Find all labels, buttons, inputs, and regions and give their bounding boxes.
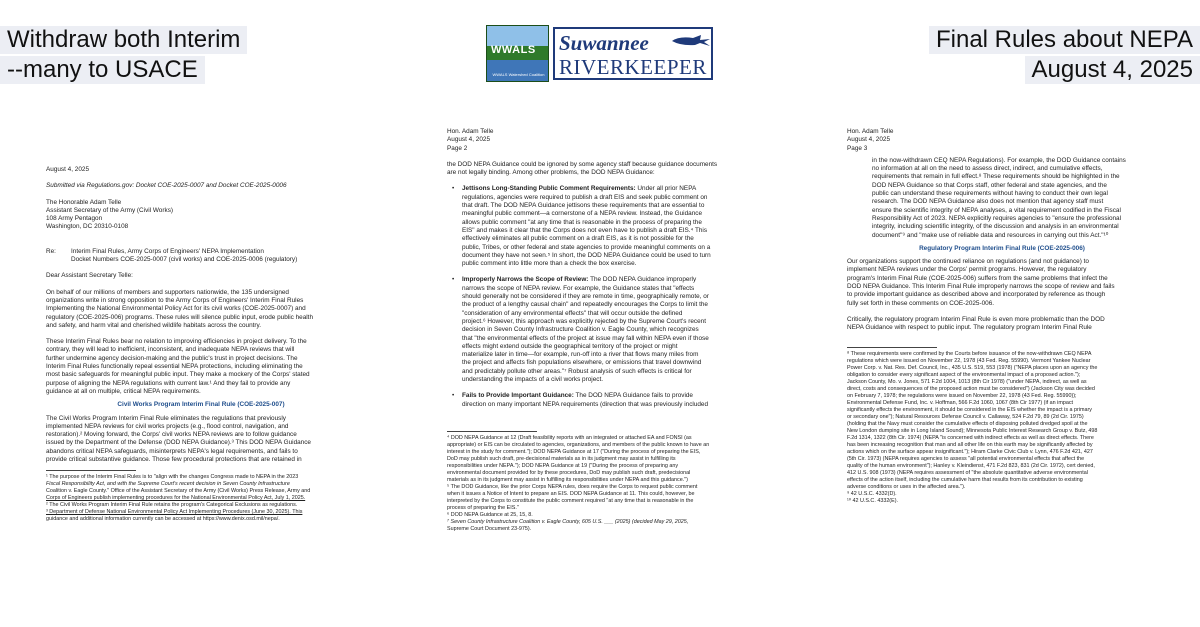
footnote-line: materials as in its judgment may assist in fulfilling its responsibilities under NEPA and this guidance.") xyxy=(447,476,688,483)
footnote-line: environmental document provided for by these procedures, DoD may publish such draft, predecisional xyxy=(447,469,691,476)
body-line: allows public comment "at any time that is reasonable in the process of preparing the xyxy=(462,218,702,226)
footnote-line: quality of the human environment"); Hanley v. Kleindienst, 471 F.2d 823, 831 (2d Cir. 1972), cert denied, xyxy=(847,462,1095,469)
footnote-line: ⁷ Seven County Infrastructure Coalition v. Eagle County, 605 U.S. ___ (2025) (decided May 29, 2025, xyxy=(447,518,689,525)
body-line: that "the environmental effects of the project at issue may fall within NEPA even if those xyxy=(462,334,709,342)
body-line: most basic safeguards for meaningful public input. They make a mockery of the Corps' stated xyxy=(46,371,310,379)
body-line: in the now-withdrawn CEQ NEPA Regulations). For example, the DOD Guidance contains xyxy=(872,156,1126,164)
body-line: Critically, the regulatory program Interim Final Rule is even more problematic than the DOD xyxy=(847,315,1105,323)
footnote-line: Supreme Court Document 23-975). xyxy=(447,525,532,532)
letter-page-2 xyxy=(447,128,757,533)
salutation: Dear Assistant Secretary Telle: xyxy=(46,272,133,280)
footnote-line: regulations which were issued on November 22, 1978 (43 Fed. Reg. 55990). Vermont Yankee Nuclear xyxy=(847,357,1091,364)
body-line: decision in Seven County Infrastructure Coalition v. Eagle County, which recognizes xyxy=(462,326,699,334)
body-line: The DOD NEPA Guidance improperly xyxy=(588,276,697,284)
body-line: On behalf of our millions of members and supporters nationwide, the 135 undersigned xyxy=(46,288,289,296)
body-line: public, Tribes, or other federal and state agencies to provide meaningful comments on a xyxy=(462,243,711,251)
body-line: the product of a lengthy causal chain" and repeatedly encourages the Corps to limit the xyxy=(462,301,708,309)
body-line: research. The DOD NEPA Guidance also does not mention that agency staff must xyxy=(872,198,1104,206)
page-header-line: Page 2 xyxy=(447,144,468,152)
footnote-line: has been increasing recognition that man and all other life on this earth may be significantly affected by xyxy=(847,441,1093,448)
body-line: organizations write in strong opposition to the Army Corps of Engineers' Interim Final Rules xyxy=(46,296,304,304)
letter-page-3 xyxy=(847,128,1157,505)
page-header-line: Page 3 xyxy=(847,144,868,152)
footnote-line: appropriate) or EIS can be circulated to agencies, organizations, and members of the public known to have an xyxy=(447,441,710,448)
body-line: materialize later in time—for example, run-off into a river that flows many miles from xyxy=(462,351,699,359)
bullet-title: Jettisons Long-Standing Public Comment Requirements: xyxy=(462,185,636,193)
footnote-divider xyxy=(447,431,537,432)
footnote-line: interest in the study for comment."); DOD NEPA Guidance at 17 ("During the process of preparing the EIS, xyxy=(447,448,701,455)
footnote-line: (holding that the Navy must consider the cumulative effects of disposing polluted dredged spoil at the xyxy=(847,420,1088,427)
suwannee-riverkeeper-logo xyxy=(486,25,714,82)
page-header-line: Hon. Adam Telle xyxy=(447,128,494,135)
body-line: DOD NEPA Guidance so that Corps staff, other federal and state agencies, and the xyxy=(872,181,1107,189)
wwals-logo xyxy=(486,25,549,82)
body-line: NEPA Guidance with respect to public input. The regulatory program Interim Final Rule xyxy=(847,324,1092,332)
submission-line: Submitted via Regulations.gov: Docket COE-2025-0007 and Docket COE-2025-0006 xyxy=(46,182,287,190)
body-line: document they have not seen.⁵ In short, the DOD NEPA Guidance could be used to turn xyxy=(462,251,711,259)
footnote-line: New London dumping site in Long Island Sound); Minnesota Public Interest Research Group v. Butz, 498 xyxy=(847,427,1098,434)
letter-date: August 4, 2025 xyxy=(46,166,89,173)
footnote-line: or secondary one"); Natural Resources Defense Council v. Callaway, 524 F.2d 79, 89 (2d Cir. 1975) xyxy=(847,413,1084,420)
footnote-line: 412 U.S. 908 (1973) (NEPA requires assessment of "the absolute quantitative adverse environmental xyxy=(847,469,1088,476)
address-line: Washington, DC 20310-0108 xyxy=(46,223,129,231)
footnote-line: responsibilities under NEPA."); DOD NEPA Guidance at 19 ("During the process of preparing any xyxy=(447,462,679,469)
body-line: understanding the impacts of a civil works project. xyxy=(462,376,604,384)
footnote-line: ⁹ 42 U.S.C. 4332(D). xyxy=(847,490,897,497)
page-header-line: August 4, 2025 xyxy=(847,136,890,144)
body-line: provide critical substantive guidance. Those few procedural protections that are retained in xyxy=(46,456,302,464)
footnote-line: Jackson County, Mo. v. Jones, 571 F.2d 1004, 1013 (8th Cir 1978) ("under NEPA, indirect, as well as xyxy=(847,378,1087,385)
body-line: integrity, including scientific integrity, of the discussion and analysis in an environmental xyxy=(872,223,1119,231)
body-line: program's Interim Final Rule (COE-2025-006) suffers from the same problems that infect the xyxy=(847,274,1108,282)
footnote-line: on February 7, 1978; the regulations were issued on November 22, 1978 (43 Fed. Reg. 55990)); xyxy=(847,392,1077,399)
footnote-link[interactable]: ³ Department of Defense National Environmental Policy Act Implementing Procedures (June 30, 2025). This xyxy=(46,509,303,516)
body-line: purpose of aligning the NEPA regulations with current law.¹ And they fail to provide any xyxy=(46,379,291,387)
footnote-line: effects of the action itself, including the cumulative harm that results from its contribution to existing xyxy=(847,476,1083,483)
body-line: EIS" and makes it clear that the Corps does not even have to publish a draft EIS.⁴ This xyxy=(462,226,708,234)
banner-left-line2: --many to USACE xyxy=(0,56,205,84)
footnote-line: guidance and additional information currently can be accessed at https://www.denix.osd.mil/nepa/. xyxy=(46,516,280,523)
re-label: Re: xyxy=(46,247,56,255)
riverkeeper-line1: Suwannee xyxy=(559,31,649,55)
footnote-line: obligation to consider every significant aspect of the environmental impact of a proposed action."); xyxy=(847,371,1081,378)
body-line: direction on many important NEPA requirements (direction that was previously included xyxy=(462,400,709,408)
body-line: no information at all on the need to assess direct, indirect, and cumulative effects, xyxy=(872,165,1103,173)
bullet-item: • Improperly Narrows the Scope of Review: The DOD NEPA Guidance improperly narrows the scope of NEPA review. For example, the Guidance states that "effects should generally not be considered if they are remote in time, geographically remote, or the product of a lengthy causal chain" and repeatedly encourages the Corps to limit the "consideration of any environmental effects" that will occur outside the defined project.⁶ However, this approach was explicitly rejected by the Supreme Court's recent decision in Seven County Infrastructure Coalition v. Eagle County, which recognizes that "the environmental effects of the project at issue may fall within NEPA even if those effects might extend outside the geographical territory of the project or might materialize later in time—for example, run-off into a river that flows many miles from the project and affects fish populations elsewhere, or emissions that travel downwind and predictably pollute other areas."⁷ Robust analysis of such effects is critical for understanding the impacts of a civil works project. xyxy=(452,276,757,384)
footnote-line: ⁸ These requirements were confirmed by the Courts before issuance of the now-withdrawn CEQ NEPA xyxy=(847,350,1092,357)
footnote-link[interactable]: Corps of Engineers publish implementing procedures for the National Environmental Policy Act, July 1, 2025. xyxy=(46,495,306,502)
body-line: public comment into little more than a check the box exercise. xyxy=(462,260,637,268)
body-line: The DOD NEPA Guidance fails to provide xyxy=(573,392,693,400)
body-line: regulations, agencies were required to publish a draft EIS and seek public comment on xyxy=(462,193,708,201)
footnote-line: ⁵ The DOD Guidance, like the prior Corps NEPA rules, does require the Corps to request public comment xyxy=(447,483,698,490)
body-line: that draft. The DOD NEPA Guidance jettisons these requirements that are essential to xyxy=(462,202,705,210)
body-line: guidance at all on multiple, critical NEPA requirements. xyxy=(46,387,201,395)
address-line: 108 Army Pentagon xyxy=(46,215,103,223)
body-line: The Civil Works Program Interim Final Rule eliminates the regulations that previously xyxy=(46,414,286,422)
body-line: are not legally binding. Among other problems, the DOD NEPA Guidance: xyxy=(447,169,655,177)
body-line: restoration).² Moving forward, the Corps' civil works NEPA reviews are to follow guidance xyxy=(46,431,297,439)
riverkeeper-wordmark xyxy=(553,27,713,80)
bullet-title: Fails to Provide Important Guidance: xyxy=(462,392,574,400)
body-line: meaningful public comment—a cornerstone of a NEPA review. Instead, the Guidance xyxy=(462,210,703,218)
body-line: and safety, and harm vital and cherished wildlife habitats across the country. xyxy=(46,321,262,329)
body-line: DOD NEPA Guidance. This Interim Final Rule improperly narrows the scope of review and fails xyxy=(847,283,1115,291)
banner-right-line1: Final Rules about NEPA xyxy=(929,26,1200,54)
footnote-line: significantly effects the environment, it should be considered in the EIS whether the impact is a primary xyxy=(847,406,1093,413)
body-line: implemented NEPA reviews for civil works projects (e.g., flood control, navigation, and xyxy=(46,422,289,430)
re-line: Interim Final Rules, Army Corps of Engineers' NEPA Implementation xyxy=(71,247,264,255)
body-line: effects might extend outside the geographical territory of the project or might xyxy=(462,342,678,350)
footnote-line: (5th Cir. 1973) (NEPA requires agencies to assess "all potential environmental effects that affect the xyxy=(847,455,1085,462)
body-line: Our organizations support the continued reliance on regulations (and not guidance) to xyxy=(847,258,1089,266)
wwals-logo-text: WWALS xyxy=(491,44,536,56)
re-line: Docket Numbers COE-2025-0007 (civil works) and COE-2025-0006 (regulatory) xyxy=(71,256,298,264)
footnote-line: Environmental Defense Fund, Inc. v. Hoffman, 566 F.2d 1060, 1067 (8th Cir 1977) (if an impact xyxy=(847,399,1074,406)
footnote-line: DoD may publish such draft, pre-decisional materials as in its judgment may assist in fulfilling its xyxy=(447,455,676,462)
footnote-line: actions which on the surface appear insignificant."); Hiram Clarke Civic Club v. Lynn, 476 F.2d 421, 427 xyxy=(847,448,1093,455)
bullet-item: • Jettisons Long-Standing Public Comment Requirements: Under all prior NEPA regulations, agencies were required to publish a draft EIS and seek public comment on that draft. The DOD NEPA Guidance jettisons these requirements that are essential to meaningful public comment—a cornerstone of a NEPA review. Instead, the Guidance allows public comment "at any time that is reasonable in the process of preparing the EIS" and makes it clear that the Corps does not even have to publish a draft EIS.⁴ This effectively eliminates all public comment on a draft EIS, as it is not possible for the public, Tribes, or other federal and state agencies to provide meaningful comments on a document they have not seen.⁵ In short, the DOD NEPA Guidance could be used to turn public comment into little more than a check the box exercise. xyxy=(452,185,757,268)
footnote-line: adverse conditions or uses in the affected area."). xyxy=(847,483,966,490)
page-header-line: Hon. Adam Telle xyxy=(847,128,894,135)
body-line: abandons critical NEPA safeguards, misinterprets NEPA's legal requirements, and fails to xyxy=(46,447,298,455)
footnote-line: process of preparing the EIS." xyxy=(447,504,519,511)
footnote-line: ¹⁰ 42 U.S.C. 4332(E). xyxy=(847,497,898,504)
body-line: project.⁶ However, this approach was explicitly rejected by the Supreme Court's recent xyxy=(462,317,706,325)
bullet-item: • Fails to Provide Important Guidance: The DOD NEPA Guidance fails to provide direction on many important NEPA requirements (direction that was previously included xyxy=(452,392,757,409)
section-heading: Regulatory Program Interim Final Rule (COE-2025-006) xyxy=(919,244,1085,252)
footnote-line: when it issues a Notice of Intent to prepare an EIS. DOD NEPA Guidance at 11. This could, however, be xyxy=(447,490,695,497)
body-line: and predictably pollute other areas."⁷ Robust analysis of such effects is critical for xyxy=(462,367,692,375)
body-line: Responsibility Act of 2023. NEPA explicitly requires agencies to "ensure the professional xyxy=(872,214,1122,222)
bullet-title: Improperly Narrows the Scope of Review: xyxy=(462,276,589,284)
footnote-line: F.2d 1314, 1322 (8th Cir. 1974) (NEPA "is concerned with indirect effects as well as direct effects. There xyxy=(847,434,1094,441)
footnote-divider xyxy=(847,347,937,348)
body-line: narrows the scope of NEPA review. For example, the Guidance states that "effects xyxy=(462,284,695,292)
wwals-logo-subtitle: WWALS Watershed Coalition xyxy=(492,72,545,77)
footnote-line: ⁴ DOD NEPA Guidance at 12 (Draft feasibility reports with an integrated or attached EA and FONSI (as xyxy=(447,434,692,441)
footnote-line: ¹ The purpose of the Interim Final Rules is to "align with the changes Congress made to NEPA in the 2023 xyxy=(46,474,299,481)
body-line: issued by the Department of the Defense (DOD NEPA Guidance).³ This DOD NEPA Guidance xyxy=(46,439,311,447)
banner-left-line1: Withdraw both Interim xyxy=(0,26,247,54)
body-line: contrary, they will lead to inefficient, inconsistent, and inadequate NEPA reviews that will xyxy=(46,346,295,354)
body-line: the DOD NEPA Guidance could be ignored by some agency staff because guidance documents xyxy=(447,160,718,168)
body-line: ensure the scientific integrity of NEPA analyses, a vital requirement codified in the Fiscal xyxy=(872,206,1121,214)
footnote-line: ⁶ DOD NEPA Guidance at 25, 15, 8. xyxy=(447,511,533,518)
body-line: to provide important guidance as described above and incorporated by reference as though xyxy=(847,291,1106,299)
footnote-line: interpreted by the Corps to constitute the public comment required "at any time that is reasonable in the xyxy=(447,497,694,504)
body-line: further undermine agency decision-making and the public's trust in project decisions. The xyxy=(46,354,298,362)
body-line: should generally not be considered if they are remote in time, geographically remote, or xyxy=(462,293,709,301)
body-line: the project and affects fish populations elsewhere, or emissions that travel downwind xyxy=(462,359,702,367)
page-header-line: August 4, 2025 xyxy=(447,136,490,144)
footnote-divider xyxy=(46,470,136,471)
body-line: implement NEPA reviews under the Corps' permit programs. However, the regulatory xyxy=(847,266,1087,274)
footnote-line: Coalition v. Eagle County." Office of the Assistant Secretary of the Army (Civil Works) Press Release, Army and xyxy=(46,488,311,495)
body-line: "consideration of any environmental effects" that will occur outside the defined xyxy=(462,309,683,317)
body-line: requirements that remain in full effect.⁸ These requirements should be highlighted in the xyxy=(872,173,1120,181)
address-line: Assistant Secretary of the Army (Civil Works) xyxy=(46,206,174,214)
footnote-line: Fiscal Responsibility Act, and with the Supreme Court's recent decision in Seven County Infrastructure xyxy=(46,481,290,488)
body-line: public can understand these requirements without having to conduct their own legal xyxy=(872,190,1108,198)
body-line: These Interim Final Rules bear no relation to improving efficiencies in project delivery. To the xyxy=(46,338,307,346)
body-line: regulatory (COE-2025-006) programs. These rules will silence public input, erode public health xyxy=(46,313,314,321)
letter-page-1 xyxy=(46,166,356,523)
footnote-line: Power Corp. v. Nat. Res. Def. Council, Inc., 435 U.S. 519, 553 (1978) ("NEPA places upon an agency the xyxy=(847,364,1098,371)
body-line: Implementing the National Environmental Policy Act for its civil works (COE-2025-0007) and xyxy=(46,305,306,313)
footnote-line: direct, costs and consequences of the proposed action must be considered") (Jackson City was decided xyxy=(847,385,1095,392)
section-heading: Civil Works Program Interim Final Rule (COE-2025-007) xyxy=(117,401,285,409)
body-line: Interim Final Rules functionally repeal essential NEPA protections, including eliminating the xyxy=(46,363,303,371)
banner-right-line2: August 4, 2025 xyxy=(1025,56,1200,84)
sturgeon-fish-icon xyxy=(671,33,711,49)
footnote-line: ² The Civil Works Program Interim Final Rule retains the program's Categorical Exclusions as regulations. xyxy=(46,502,298,509)
body-line: effectively eliminates all public comment on a draft EIS, as it is not possible for the xyxy=(462,235,694,243)
body-line: document"⁹ and "make use of reliable data and resources in carrying out this Act."¹⁰ xyxy=(872,231,1109,239)
riverkeeper-line2: RIVERKEEPER xyxy=(559,55,707,79)
body-line: Under all prior NEPA xyxy=(635,185,697,193)
address-line: The Honorable Adam Telle xyxy=(46,198,122,206)
body-line: fully set forth in these comments on COE-2025-006. xyxy=(847,299,995,307)
